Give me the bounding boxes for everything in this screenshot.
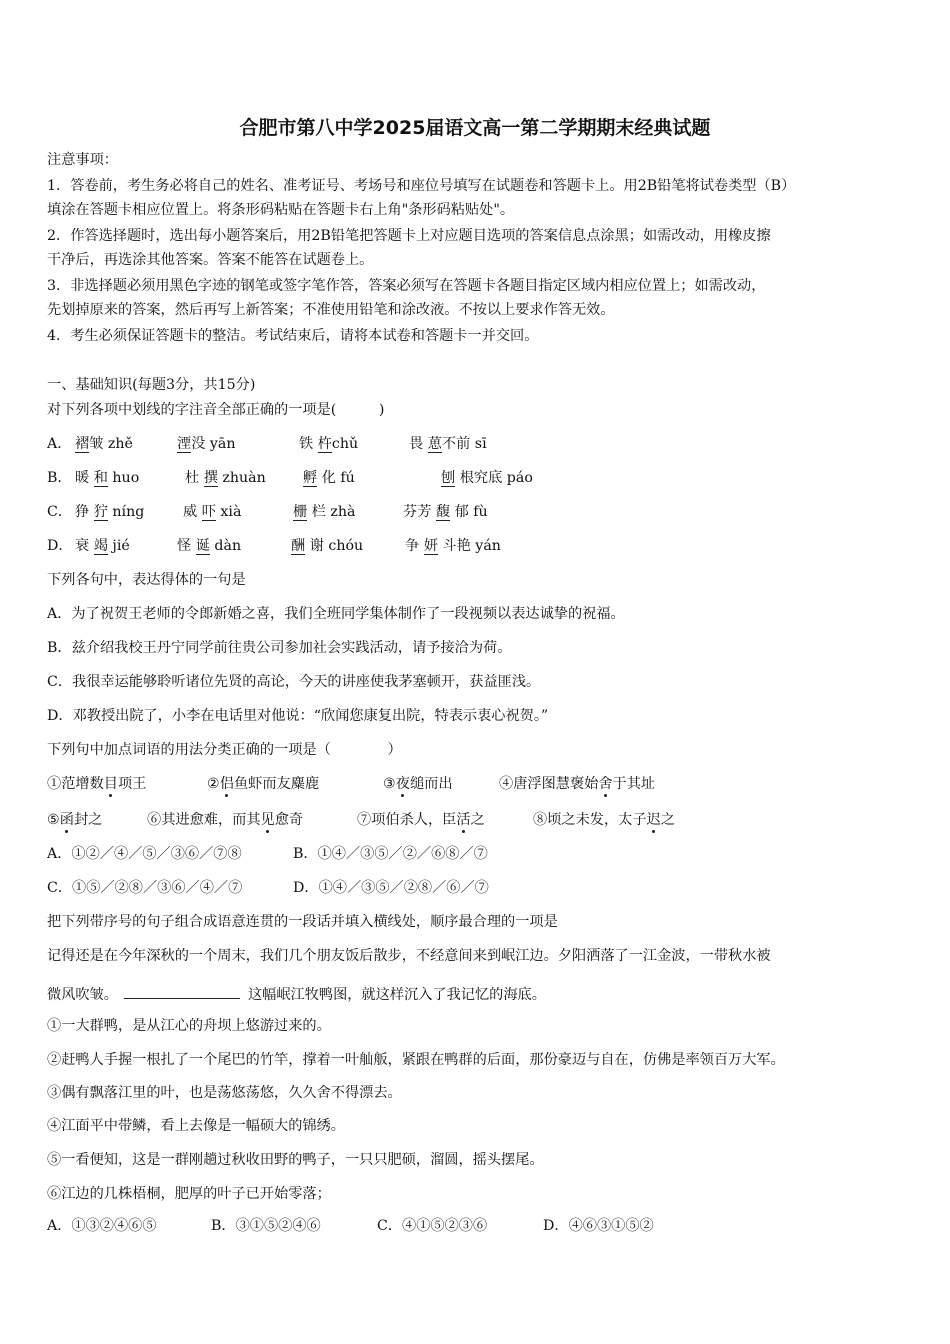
q4-option-d: D．④⑥③①⑤② [543, 1218, 654, 1234]
notice-line-4: 干净后，再选涂其他答案。答案不能答在试题卷上。 [47, 252, 374, 268]
q3-item-4: ④唐浮图慧褒始舍于其址 [499, 776, 656, 792]
notice-line-1: 1．答卷前，考生务必将自己的姓名、准考证号、考场号和座位号填写在试题卷和答题卡上。用2B铅笔将试卷类型（B） [47, 178, 796, 194]
page-title: 合肥市第八中学2025届语文高一第二学期期末经典试题 [239, 117, 711, 139]
q1-d-item-4: 争 妍 斗艳 yán [405, 538, 501, 554]
notice-line-5: 3．非选择题必须用黑色字迹的钢笔或签字笔作答，答案必须写在答题卡各题目指定区域内相应位置上；如需改动， [47, 278, 766, 294]
option-letter: A． [47, 436, 72, 452]
notice-line-6: 先划掉原来的答案，然后再写上新答案；不准使用铅笔和涂改液。不按以上要求作答无效。 [47, 302, 615, 318]
q4-sentence-2: ②赶鸭人手握一根扎了一个尾巴的竹竿，撑着一叶舢舨，紧跟在鸭群的后面，那份豪迈与自在，仿佛是率领百万大军。 [47, 1052, 785, 1068]
q4-sentence-3: ③偶有飘落江里的叶，也是荡悠荡悠，久久舍不得漂去。 [47, 1085, 402, 1101]
q1-b-item-1: 暖 和 huo [75, 470, 140, 486]
q1-d-item-3: 酬 谢 chóu [291, 538, 364, 554]
q1-c-item-2: 威 吓 xià [183, 504, 242, 520]
q4-option-a: A．①③②④⑥⑤ [47, 1218, 157, 1234]
q2-option-b: B．兹介绍我校王丹宁同学前往贵公司参加社会实践活动，请予接洽为荷。 [47, 640, 512, 656]
notice-heading: 注意事项： [47, 152, 118, 168]
q3-item-8: ⑧顷之未发，太子迟之 [533, 812, 675, 828]
q3-item-1: ①范增数目项王 [47, 776, 147, 792]
q3-item-2: ②侣鱼虾而友麋鹿 [207, 776, 320, 792]
q3-stem: 下列句中加点词语的用法分类正确的一项是（ ） [47, 742, 402, 758]
q1-d-item-2: 怪 诞 dàn [177, 538, 242, 554]
q2-stem: 下列各句中，表达得体的一句是 [47, 572, 246, 588]
q3-item-5: ⑤函封之 [47, 812, 103, 828]
q1-c-item-1: 狰 狞 níng [75, 504, 145, 520]
q3-item-7: ⑦项伯杀人，臣活之 [357, 812, 485, 828]
q3-option-d: D．①④／③⑤／②⑧／⑥／⑦ [293, 880, 489, 896]
q1-d-item-1: 衰 竭 jié [75, 538, 130, 554]
q1-c-item-4: 芬芳 馥 郁 fù [403, 504, 488, 520]
q4-option-b: B．③①⑤②④⑥ [211, 1218, 321, 1234]
q3-item-3: ③夜缒而出 [383, 776, 453, 792]
q1-b-item-4: 刨 根究底 páo [441, 470, 533, 486]
q2-option-d: D．邓教授出院了，小李在电话里对他说：“欣闻您康复出院，特表示衷心祝贺。” [47, 708, 549, 724]
q4-sentence-4: ④江面平中带鳞，看上去像是一幅硕大的锦绣。 [47, 1118, 345, 1134]
answer-blank [124, 984, 240, 999]
q1-a-item-1: 褶皱 zhě [75, 436, 133, 452]
notice-line-7: 4．考生必须保证答题卡的整洁。考试结束后，请将本试卷和答题卡一并交回。 [47, 328, 539, 344]
q1-a-item-3: 铁 杵chǔ [299, 436, 359, 452]
q1-stem: 对下列各项中划线的字注音全部正确的一项是( ) [47, 402, 385, 418]
option-letter: C． [47, 504, 73, 520]
q4-passage-line-2: 微风吹皱。 这幅岷江牧鸭图，就这样沉入了我记忆的海底。 [47, 984, 546, 1005]
q4-sentence-5: ⑤一看便知，这是一群刚趟过秋收田野的鸭子，一只只肥硕，溜圆，摇头摆尾。 [47, 1152, 544, 1168]
q3-option-b: B．①④／③⑤／②／⑥⑧／⑦ [293, 846, 488, 862]
section-heading: 一、基础知识(每题3分，共15分) [47, 377, 256, 393]
q4-stem: 把下列带序号的句子组合成语意连贯的一段话并填入横线处，顺序最合理的一项是 [47, 914, 558, 930]
option-letter: B． [47, 470, 72, 486]
q1-a-item-2: 湮没 yān [177, 436, 236, 452]
notice-line-2: 填涂在答题卡相应位置上。将条形码粘贴在答题卡右上角"条形码粘贴处"。 [47, 202, 515, 218]
q4-sentence-1: ①一大群鸭，是从江心的舟坝上悠游过来的。 [47, 1018, 331, 1034]
q1-b-item-2: 杜 撰 zhuàn [185, 470, 266, 486]
q3-option-a: A．①②／④／⑤／③⑥／⑦⑧ [47, 846, 242, 862]
q3-item-6: ⑥其进愈难，而其见愈奇 [147, 812, 304, 828]
q4-option-c: C．④①⑤②③⑥ [377, 1218, 488, 1234]
q2-option-a: A．为了祝贺王老师的令郎新婚之喜，我们全班同学集体制作了一段视频以表达诚挚的祝福。 [47, 606, 625, 622]
notice-line-3: 2．作答选择题时，选出每小题答案后，用2B铅笔把答题卡上对应题目选项的答案信息点涂黑；如需改动，用橡皮擦 [47, 228, 771, 244]
q3-option-c: C．①⑤／②⑧／③⑥／④／⑦ [47, 880, 243, 896]
q2-option-c: C．我很幸运能够聆听诸位先贤的高论，今天的讲座使我茅塞顿开，获益匪浅。 [47, 674, 541, 690]
q1-a-item-4: 畏 葸不前 sī [409, 436, 487, 452]
q4-sentence-6: ⑥江边的几株梧桐，肥厚的叶子已开始零落； [47, 1186, 331, 1202]
option-letter: D． [47, 538, 73, 554]
q4-passage-line-1: 记得还是在今年深秋的一个周末，我们几个朋友饭后散步，不经意间来到岷江边。夕阳洒落了一江金波，一带秋水被 [47, 948, 771, 964]
q1-c-item-3: 栅 栏 zhà [293, 504, 356, 520]
q1-b-item-3: 孵 化 fú [303, 470, 355, 486]
